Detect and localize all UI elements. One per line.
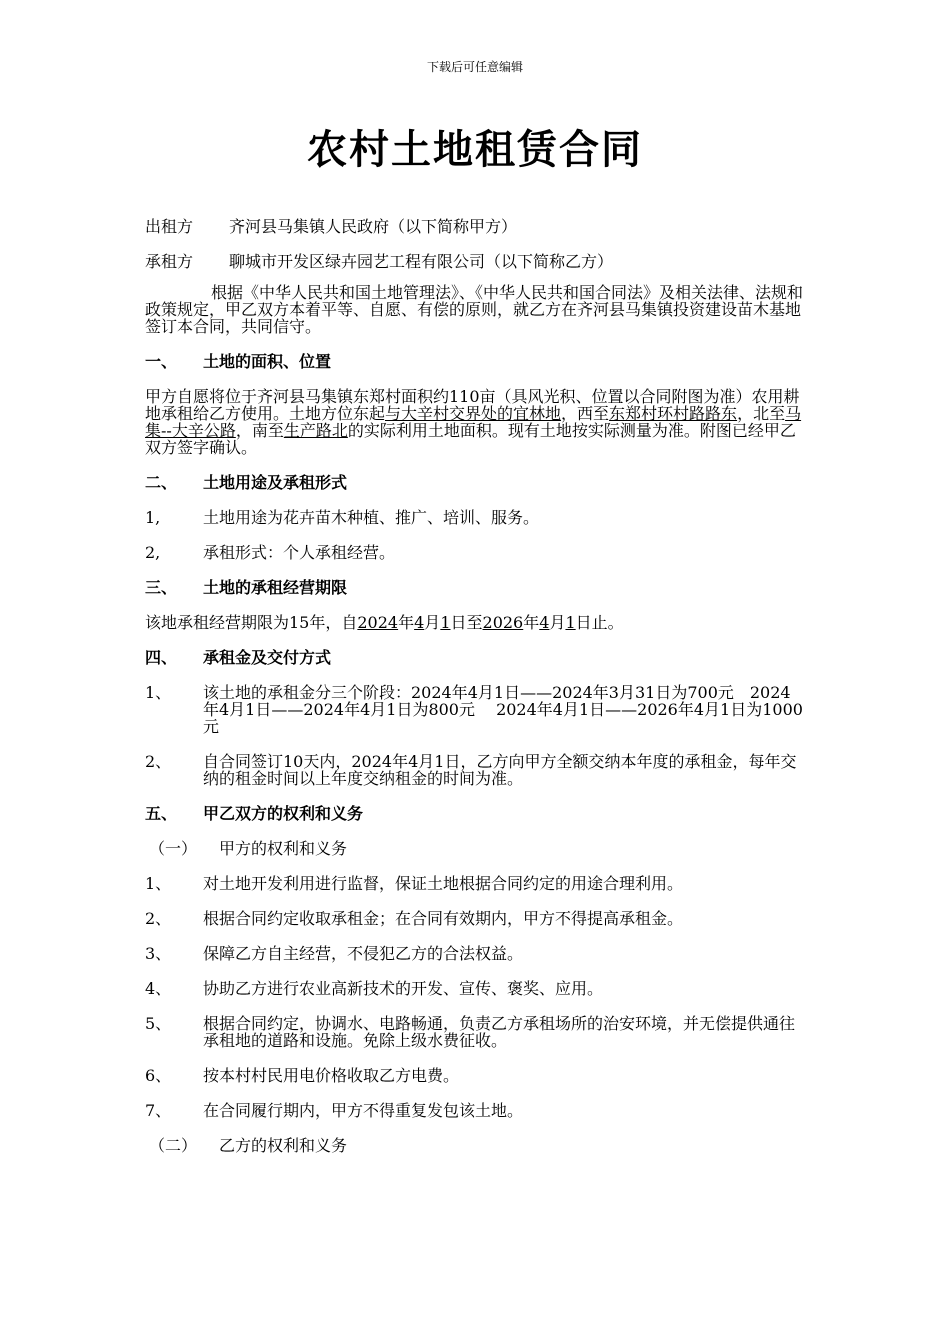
lessee-label: 承租方 (145, 252, 194, 271)
lessee-value: 聊城市开发区绿卉园艺工程有限公司（以下简称乙方） (229, 252, 614, 271)
item-number: 2、 (145, 752, 172, 771)
item-number: 1、 (145, 683, 172, 702)
item-text: 在合同履行期内，甲方不得重复发包该土地。 (203, 1101, 524, 1120)
document-body (145, 218, 805, 1172)
item-text: 自合同签订10天内，2024年4月1日，乙方向甲方全额交纳本年度的承租金，每年交纳的租金时间以上年度交纳租金的时间为准。 (203, 752, 797, 788)
start-year: 2024 (357, 613, 399, 632)
subsection-title: 乙方的权利和义务 (219, 1136, 348, 1155)
lessor-line (145, 218, 805, 235)
item-number: 4、 (145, 979, 172, 998)
list-item (145, 753, 805, 787)
item-text: 承租形式：个人承租经营。 (203, 543, 396, 562)
s1-text-5: 的实际利用土地面积。现有土地按实际测量为准。附图已经甲乙双方签字确认。 (145, 421, 796, 457)
item-number: 2, (145, 543, 161, 562)
item-text: 协助乙方进行农业高新技术的开发、宣传、褒奖、应用。 (203, 979, 604, 998)
section-4-title: 承租金及交付方式 (203, 648, 332, 667)
end-day: 1 (565, 613, 576, 632)
section-1-number: 一、 (145, 352, 178, 371)
item-text: 对土地开发利用进行监督，保证土地根据合同约定的用途合理利用。 (203, 874, 684, 893)
subsection-2-heading (145, 1137, 805, 1154)
month-char: 月 (424, 613, 441, 632)
south-boundary: 生产路北 (283, 421, 348, 440)
end-month: 4 (539, 613, 550, 632)
document-title: 农村土地租赁合同 (307, 127, 643, 173)
section-5-title: 甲乙双方的权利和义务 (203, 804, 364, 823)
section-1-title: 土地的面积、位置 (203, 352, 332, 371)
list-item (145, 1067, 805, 1084)
item-text: 根据合同约定收取承租金；在合同有效期内，甲方不得提高承租金。 (203, 909, 684, 928)
subsection-1-heading (145, 840, 805, 857)
item-number: 7、 (145, 1101, 172, 1120)
section-1-heading (145, 353, 805, 370)
section-3-heading (145, 579, 805, 596)
subsection-number: （一） (149, 839, 198, 858)
item-number: 1, (145, 508, 161, 527)
s1-text-2: ，西至 (561, 404, 610, 423)
start-month: 4 (414, 613, 425, 632)
s1-text-1: 甲方自愿将位于齐河县马集镇东郑村面积约110亩（具风光积、位置以合同附图为准）农用耕地承租给乙方使用。土地方位东起 (145, 387, 800, 423)
subsection-title: 甲方的权利和义务 (219, 839, 348, 858)
end-year: 2026 (482, 613, 524, 632)
month-char: 月 (549, 613, 566, 632)
intro-paragraph: 根据《中华人民共和国土地管理法》、《中华人民共和国合同法》及相关法律、法规和政策规定，甲乙双方本着平等、自愿、有偿的原则，就乙方在齐河县马集镇投资建设苗木基地签订本合同，共同信守。 (145, 283, 804, 336)
item-number: 2、 (145, 909, 172, 928)
term-text: 该地承租经营期限为15年，自 (145, 613, 358, 632)
section-5-heading (145, 805, 805, 822)
day-to-char: 日至 (450, 613, 483, 632)
end-char: 日止。 (575, 613, 624, 632)
item-text: 按本村村民用电价格收取乙方电费。 (203, 1066, 460, 1085)
list-item (145, 544, 805, 561)
year-char: 年 (523, 613, 540, 632)
item-number: 6、 (145, 1066, 172, 1085)
list-item (145, 945, 805, 962)
west-boundary: 东郑村环村路路东 (609, 404, 738, 423)
item-number: 1、 (145, 874, 172, 893)
item-text: 该土地的承租金分三个阶段：2024年4月1日——2024年3月31日为700元 2024年4月1日——2024年4月1日为800元 2024年4月1日——2026年4月1日为1000元 (203, 683, 803, 736)
section-3-number: 三、 (145, 578, 178, 597)
s1-text-4: ，南至 (235, 421, 284, 440)
list-item (145, 1102, 805, 1119)
list-item (145, 980, 805, 997)
lessee-line (145, 253, 805, 270)
section-4-number: 四、 (145, 648, 178, 667)
item-number: 3、 (145, 944, 172, 963)
list-item (145, 875, 805, 892)
year-char: 年 (398, 613, 415, 632)
section-4-heading (145, 649, 805, 666)
item-text: 土地用途为花卉苗木种植、推广、培训、服务。 (203, 508, 540, 527)
s1-text-3: ，北至 (737, 404, 786, 423)
section-2-heading (145, 474, 805, 491)
list-item (145, 910, 805, 927)
lessor-label: 出租方 (145, 217, 194, 236)
section-1-paragraph (145, 388, 805, 456)
section-2-number: 二、 (145, 473, 178, 492)
header-note: 下载后可任意编辑 (426, 60, 523, 74)
item-text: 保障乙方自主经营，不侵犯乙方的合法权益。 (203, 944, 524, 963)
section-5-number: 五、 (145, 804, 178, 823)
section-2-title: 土地用途及承租形式 (203, 473, 348, 492)
subsection-number: （二） (149, 1136, 198, 1155)
north-boundary: 马集--大辛公路 (145, 404, 802, 440)
lessor-value: 齐河县马集镇人民政府（以下简称甲方） (229, 217, 518, 236)
item-number: 5、 (145, 1014, 172, 1033)
list-item (145, 509, 805, 526)
item-text: 根据合同约定，协调水、电路畅通，负责乙方承租场所的治安环境，并无偿提供通往承租地的道路和设施。免除上级水费征收。 (203, 1014, 796, 1050)
list-item (145, 684, 805, 735)
start-day: 1 (440, 613, 451, 632)
east-boundary: 与大辛村交界处的宜林地 (385, 404, 562, 423)
section-3-paragraph (145, 614, 805, 631)
list-item (145, 1015, 805, 1049)
section-3-title: 土地的承租经营期限 (203, 578, 348, 597)
